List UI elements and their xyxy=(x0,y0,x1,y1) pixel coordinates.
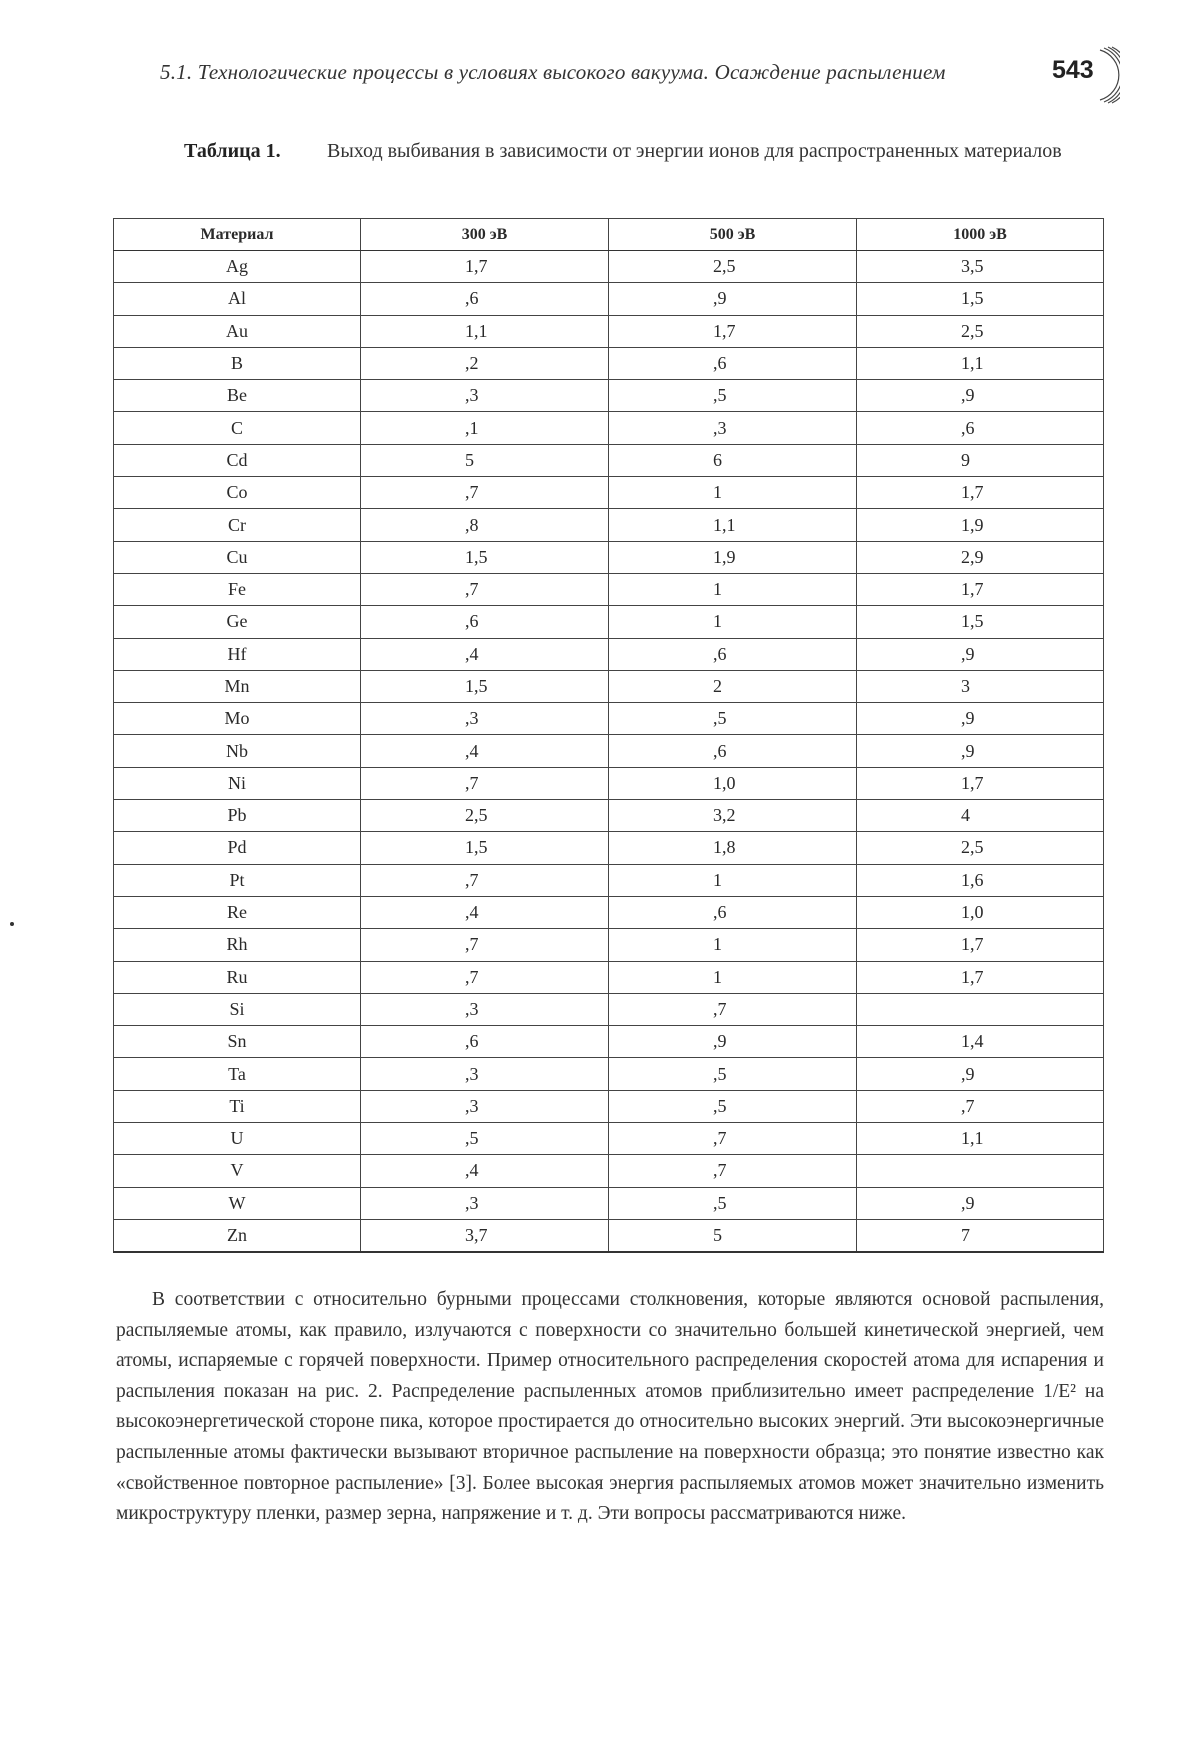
page-number: 543 xyxy=(1052,56,1094,84)
cell-1000ev: 2,5 xyxy=(857,315,1104,347)
cell-material: Pb xyxy=(114,800,361,832)
cell-1000ev: 3 xyxy=(857,670,1104,702)
cell-material: Ru xyxy=(114,961,361,993)
cell-300ev: ,6 xyxy=(361,1026,609,1058)
cell-1000ev xyxy=(857,993,1104,1025)
table-row xyxy=(114,251,1104,283)
running-head: 5.1. Технологические процессы в условиях высокого вакуума. Осаждение распылением xyxy=(160,60,946,84)
cell-material: Ge xyxy=(114,606,361,638)
cell-material: Cr xyxy=(114,509,361,541)
cell-500ev: ,7 xyxy=(609,1155,857,1187)
cell-material: Fe xyxy=(114,573,361,605)
cell-500ev: ,6 xyxy=(609,896,857,928)
cell-material: Cu xyxy=(114,541,361,573)
cell-500ev: ,6 xyxy=(609,347,857,379)
cell-300ev: ,3 xyxy=(361,1090,609,1122)
cell-1000ev: 2,9 xyxy=(857,541,1104,573)
column-header-300ev: 300 эВ xyxy=(361,219,609,251)
table-row xyxy=(114,832,1104,864)
table-row xyxy=(114,767,1104,799)
cell-300ev: 3,7 xyxy=(361,1219,609,1252)
cell-500ev: ,7 xyxy=(609,993,857,1025)
cell-material: Al xyxy=(114,283,361,315)
cell-1000ev: 7 xyxy=(857,1219,1104,1252)
cell-300ev: ,4 xyxy=(361,638,609,670)
cell-500ev: ,9 xyxy=(609,283,857,315)
table-row xyxy=(114,1058,1104,1090)
cell-500ev: ,5 xyxy=(609,703,857,735)
cell-500ev: 2 xyxy=(609,670,857,702)
cell-1000ev: 1,9 xyxy=(857,509,1104,541)
cell-1000ev: 1,0 xyxy=(857,896,1104,928)
cell-300ev: ,6 xyxy=(361,283,609,315)
cell-300ev: ,5 xyxy=(361,1123,609,1155)
table-caption-text: Выход выбивания в зависимости от энергии ионов для распространенных материалов xyxy=(327,140,1062,162)
cell-500ev: ,5 xyxy=(609,1187,857,1219)
cell-500ev: 1 xyxy=(609,864,857,896)
cell-500ev: 1,0 xyxy=(609,767,857,799)
table-row xyxy=(114,315,1104,347)
body-paragraph: В соответствии с относительно бурными процессами столкновения, которые являются основой распыления, распыляемые атомы, как правило, излучаются с поверхности со значительно большей кинетической энергией, чем атомы, испаряемые с горячей поверхности. Пример относительного распределения скоростей атома для испарения и распыления показан на рис. 2. Распределение распыленных атомов приблизительно имеет распределение 1/E² на высокоэнергетической стороне пика, которое простирается до относительно высоких энергий. Эти высокоэнергичные распыленные атомы фактически вызывают вторичное распыление на поверхности образца; это понятие известно как «свойственное повторное распыление» [3]. Более высокая энергия распыляемых атомов может значительно изменить микроструктуру пленки, размер зерна, напряжение и т. д. Эти вопросы рассматриваются ниже. xyxy=(116,1289,1104,1525)
cell-300ev: 1,7 xyxy=(361,251,609,283)
table-row xyxy=(114,1219,1104,1252)
cell-300ev: ,3 xyxy=(361,703,609,735)
cell-material: C xyxy=(114,412,361,444)
cell-1000ev: ,9 xyxy=(857,735,1104,767)
cell-300ev: ,2 xyxy=(361,347,609,379)
cell-material: Co xyxy=(114,477,361,509)
cell-300ev: ,6 xyxy=(361,606,609,638)
cell-material: Mn xyxy=(114,670,361,702)
table-row xyxy=(114,864,1104,896)
cell-500ev: ,6 xyxy=(609,735,857,767)
cell-1000ev: 1,1 xyxy=(857,1123,1104,1155)
cell-1000ev: 1,7 xyxy=(857,477,1104,509)
cell-1000ev: 9 xyxy=(857,444,1104,476)
cell-material: W xyxy=(114,1187,361,1219)
cell-material: Re xyxy=(114,896,361,928)
cell-1000ev: ,9 xyxy=(857,380,1104,412)
cell-1000ev xyxy=(857,1155,1104,1187)
table-row xyxy=(114,703,1104,735)
cell-material: U xyxy=(114,1123,361,1155)
cell-1000ev: 1,7 xyxy=(857,573,1104,605)
cell-material: Rh xyxy=(114,929,361,961)
cell-500ev: 1,1 xyxy=(609,509,857,541)
cell-material: Nb xyxy=(114,735,361,767)
cell-300ev: ,3 xyxy=(361,380,609,412)
cell-material: Ti xyxy=(114,1090,361,1122)
table-row xyxy=(114,1026,1104,1058)
cell-material: Sn xyxy=(114,1026,361,1058)
cell-300ev: ,4 xyxy=(361,735,609,767)
table-row xyxy=(114,283,1104,315)
cell-500ev: ,5 xyxy=(609,380,857,412)
cell-material: Pd xyxy=(114,832,361,864)
cell-500ev: 1 xyxy=(609,573,857,605)
cell-material: Hf xyxy=(114,638,361,670)
table-row xyxy=(114,993,1104,1025)
cell-500ev: 3,2 xyxy=(609,800,857,832)
cell-1000ev: ,9 xyxy=(857,1187,1104,1219)
cell-material: Zn xyxy=(114,1219,361,1252)
cell-300ev: ,7 xyxy=(361,477,609,509)
cell-1000ev: 1,5 xyxy=(857,606,1104,638)
table-row xyxy=(114,896,1104,928)
cell-1000ev: 3,5 xyxy=(857,251,1104,283)
table-row xyxy=(114,606,1104,638)
cell-material: Ni xyxy=(114,767,361,799)
cell-material: Ta xyxy=(114,1058,361,1090)
page-speck xyxy=(10,922,14,926)
cell-300ev: 5 xyxy=(361,444,609,476)
cell-material: B xyxy=(114,347,361,379)
cell-500ev: 1,9 xyxy=(609,541,857,573)
cell-300ev: ,1 xyxy=(361,412,609,444)
cell-500ev: ,7 xyxy=(609,1123,857,1155)
table-row xyxy=(114,541,1104,573)
cell-500ev: 2,5 xyxy=(609,251,857,283)
cell-300ev: ,7 xyxy=(361,573,609,605)
cell-1000ev: 1,7 xyxy=(857,929,1104,961)
cell-500ev: 1 xyxy=(609,961,857,993)
cell-1000ev: 1,5 xyxy=(857,283,1104,315)
table-row xyxy=(114,347,1104,379)
table-row xyxy=(114,412,1104,444)
cell-300ev: ,4 xyxy=(361,1155,609,1187)
table-row xyxy=(114,380,1104,412)
cell-1000ev: 1,6 xyxy=(857,864,1104,896)
cell-1000ev: 1,1 xyxy=(857,347,1104,379)
cell-500ev: 1 xyxy=(609,606,857,638)
cell-300ev: 1,5 xyxy=(361,832,609,864)
cell-1000ev: ,7 xyxy=(857,1090,1104,1122)
cell-material: Cd xyxy=(114,444,361,476)
table-header-row xyxy=(114,219,1104,251)
cell-500ev: ,6 xyxy=(609,638,857,670)
cell-300ev: ,3 xyxy=(361,1187,609,1219)
table-row xyxy=(114,961,1104,993)
table-row xyxy=(114,735,1104,767)
cell-material: V xyxy=(114,1155,361,1187)
cell-material: Mo xyxy=(114,703,361,735)
table-row xyxy=(114,800,1104,832)
cell-300ev: ,7 xyxy=(361,864,609,896)
cell-1000ev: 1,4 xyxy=(857,1026,1104,1058)
cell-material: Pt xyxy=(114,864,361,896)
cell-500ev: ,5 xyxy=(609,1058,857,1090)
cell-500ev: ,9 xyxy=(609,1026,857,1058)
cell-1000ev: 1,7 xyxy=(857,767,1104,799)
cell-1000ev: 4 xyxy=(857,800,1104,832)
cell-300ev: ,7 xyxy=(361,929,609,961)
cell-500ev: ,5 xyxy=(609,1090,857,1122)
cell-material: Ag xyxy=(114,251,361,283)
cell-300ev: ,7 xyxy=(361,961,609,993)
table-row xyxy=(114,1123,1104,1155)
sputter-yield-table xyxy=(113,218,1104,1253)
table-row xyxy=(114,670,1104,702)
cell-500ev: 1,8 xyxy=(609,832,857,864)
table-row xyxy=(114,1187,1104,1219)
cell-1000ev: ,6 xyxy=(857,412,1104,444)
cell-1000ev: 1,7 xyxy=(857,961,1104,993)
cell-300ev: 1,1 xyxy=(361,315,609,347)
cell-500ev: 1,7 xyxy=(609,315,857,347)
cell-500ev: 1 xyxy=(609,477,857,509)
table-caption-label: Таблица 1. xyxy=(184,140,281,162)
table-row xyxy=(114,929,1104,961)
cell-material: Be xyxy=(114,380,361,412)
cell-300ev: ,3 xyxy=(361,1058,609,1090)
cell-300ev: ,3 xyxy=(361,993,609,1025)
cell-1000ev: ,9 xyxy=(857,1058,1104,1090)
table-row xyxy=(114,1155,1104,1187)
table-row xyxy=(114,1090,1104,1122)
cell-500ev: 5 xyxy=(609,1219,857,1252)
cell-500ev: 6 xyxy=(609,444,857,476)
table-row xyxy=(114,638,1104,670)
table-row xyxy=(114,477,1104,509)
cell-500ev: ,3 xyxy=(609,412,857,444)
table-row xyxy=(114,573,1104,605)
cell-300ev: 1,5 xyxy=(361,670,609,702)
cell-material: Au xyxy=(114,315,361,347)
cell-material: Si xyxy=(114,993,361,1025)
cell-1000ev: ,9 xyxy=(857,638,1104,670)
table-row xyxy=(114,509,1104,541)
cell-300ev: 1,5 xyxy=(361,541,609,573)
cell-300ev: 2,5 xyxy=(361,800,609,832)
cell-1000ev: 2,5 xyxy=(857,832,1104,864)
cell-1000ev: ,9 xyxy=(857,703,1104,735)
cell-500ev: 1 xyxy=(609,929,857,961)
column-header-1000ev: 1000 эВ xyxy=(857,219,1104,251)
cell-300ev: ,8 xyxy=(361,509,609,541)
cell-300ev: ,4 xyxy=(361,896,609,928)
column-header-material: Материал xyxy=(114,219,361,251)
cell-300ev: ,7 xyxy=(361,767,609,799)
table-row xyxy=(114,444,1104,476)
column-header-500ev: 500 эВ xyxy=(609,219,857,251)
